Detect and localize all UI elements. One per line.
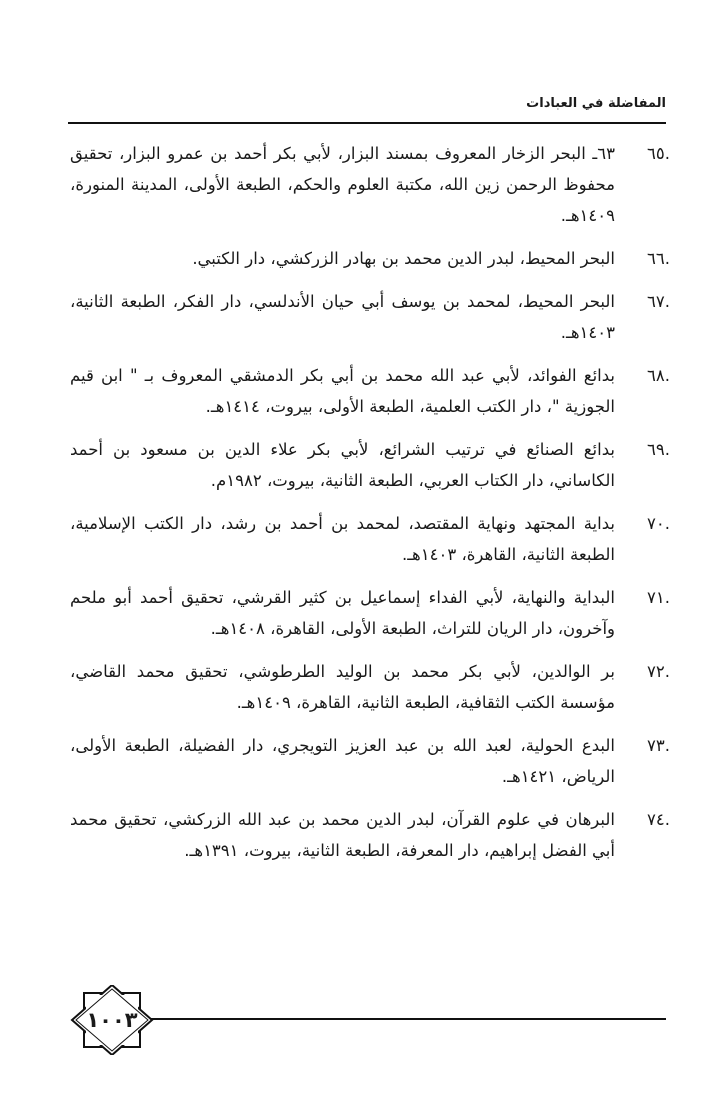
bibliography-list bbox=[70, 138, 670, 878]
entry-text: بدائع الصنائع في ترتيب الشرائع، لأبي بكر علاء الدين بن مسعود بن أحمد الكاساني، دار الكتاب العربي، الطبعة الثانية، بيروت، ١٩٨٢م. bbox=[70, 440, 615, 490]
entry-number: .٧٤ bbox=[647, 810, 670, 829]
page-number-badge bbox=[68, 985, 156, 1055]
entry-number: .٧١ bbox=[647, 588, 670, 607]
entry-text: البحر المحيط، لمحمد بن يوسف أبي حيان الأندلسي، دار الفكر، الطبعة الثانية، ١٤٠٣هـ. bbox=[70, 292, 615, 342]
entry-text: بر الوالدين، لأبي بكر محمد بن الوليد الطرطوشي، تحقيق محمد القاضي، مؤسسة الكتب الثقافية، الطبعة الثانية، القاهرة، ١٤٠٩هـ. bbox=[70, 662, 615, 712]
entry-number: .٦٧ bbox=[647, 292, 670, 311]
entry-text: بداية المجتهد ونهاية المقتصد، لمحمد بن أحمد بن رشد، دار الكتب الإسلامية، الطبعة الثانية، القاهرة، ١٤٠٣هـ. bbox=[70, 514, 615, 564]
entry-text: البداية والنهاية، لأبي الفداء إسماعيل بن كثير القرشي، تحقيق أحمد أبو ملحم وآخرون، دار الريان للتراث، الطبعة الأولى، القاهرة، ١٤٠٨هـ. bbox=[70, 588, 615, 638]
bibliography-entry bbox=[70, 508, 670, 570]
bibliography-entry bbox=[70, 730, 670, 792]
bibliography-entry bbox=[70, 434, 670, 496]
page-footer bbox=[68, 985, 666, 1055]
bibliography-entry bbox=[70, 243, 670, 274]
entry-number: .٦٥ bbox=[647, 144, 670, 163]
entry-number: .٧٠ bbox=[647, 514, 670, 533]
entry-text: بدائع الفوائد، لأبي عبد الله محمد بن أبي بكر الدمشقي المعروف بـ " ابن قيم الجوزية "، دار الكتب العلمية، الطبعة الأولى، بيروت، ١٤١٤هـ. bbox=[70, 366, 615, 416]
entry-number: .٦٩ bbox=[647, 440, 670, 459]
entry-text: البحر المحيط، لبدر الدين محمد بن بهادر الزركشي، دار الكتبي. bbox=[192, 249, 615, 268]
page-number: ١٠٠٣ bbox=[86, 1008, 138, 1032]
entry-text: ٦٣ـ البحر الزخار المعروف بمسند البزار، لأبي بكر أحمد بن عمرو البزار، تحقيق محفوظ الرحمن زين الله، مكتبة العلوم والحكم، الطبعة الأولى، المدينة المنورة، ١٤٠٩هـ. bbox=[70, 144, 615, 225]
bibliography-entry bbox=[70, 656, 670, 718]
bibliography-entry bbox=[70, 138, 670, 231]
bibliography-entry bbox=[70, 804, 670, 866]
entry-number: .٦٨ bbox=[647, 366, 670, 385]
entry-number: .٧٢ bbox=[647, 662, 670, 681]
bibliography-entry bbox=[70, 582, 670, 644]
page-header bbox=[68, 96, 666, 126]
entry-number: .٦٦ bbox=[647, 249, 670, 268]
entry-number: .٧٣ bbox=[647, 736, 670, 755]
bibliography-entry bbox=[70, 360, 670, 422]
entry-text: البدع الحولية، لعبد الله بن عبد العزيز التويجري، دار الفضيلة، الطبعة الأولى، الرياض، ١٤٢١هـ. bbox=[70, 736, 615, 786]
bibliography-entry bbox=[70, 286, 670, 348]
footer-rule bbox=[148, 1018, 666, 1020]
entry-text: البرهان في علوم القرآن، لبدر الدين محمد بن عبد الله الزركشي، تحقيق محمد أبي الفضل إبراهيم، دار المعرفة، الطبعة الثانية، بيروت، ١٣٩١هـ. bbox=[70, 810, 615, 860]
header-rule bbox=[68, 122, 666, 124]
running-header-title: المفاضلة في العبادات bbox=[526, 96, 666, 111]
